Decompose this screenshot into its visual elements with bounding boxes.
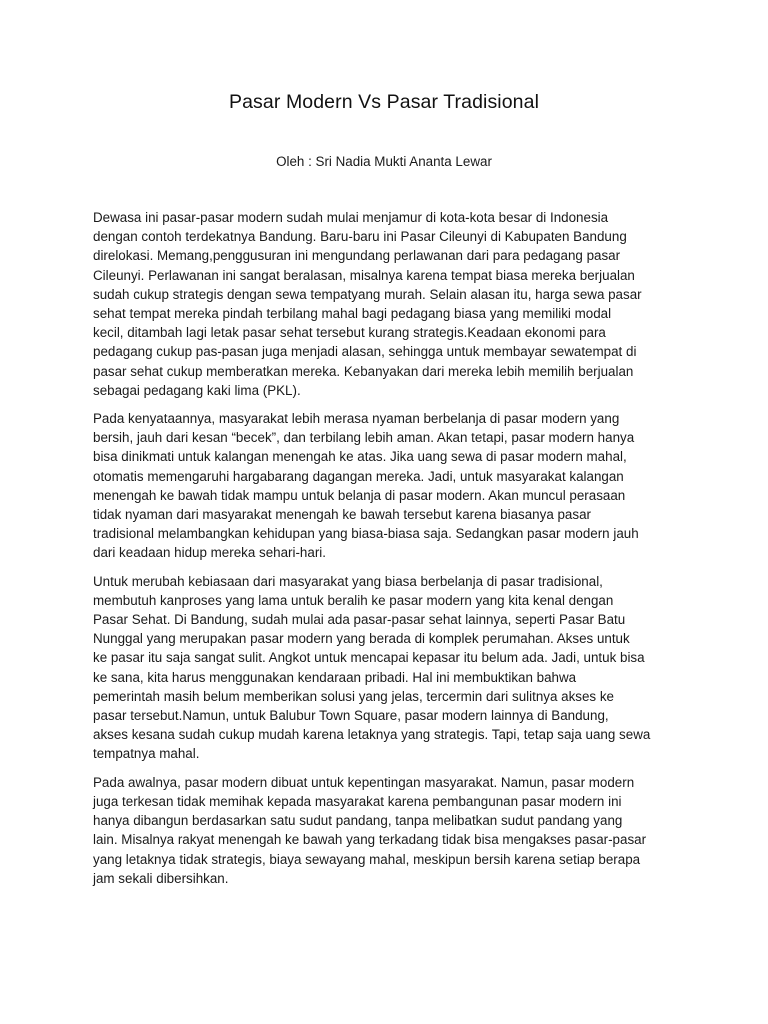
text-line: Pada kenyataannya, masyarakat lebih merasa nyaman berbelanja di pasar modern yang [93, 411, 620, 427]
paragraph-4 [93, 773, 675, 888]
text-line: lain. Misalnya rakyat menengah ke bawah yang terkadang tidak bisa mengakses pasar-pasar [93, 832, 647, 848]
text-line: dari keadaan hidup mereka sehari-hari. [93, 545, 326, 561]
document-body [93, 208, 675, 897]
text-line: pedagang cukup pas-pasan juga menjadi alasan, sehingga untuk membayar sewatempat di [93, 344, 637, 360]
text-line: sehat tempat mereka pindah terbilang mahal bagi pedagang biasa yang memiliki modal [93, 306, 612, 322]
text-line: otomatis memengaruhi hargabarang dagangan mereka. Jadi, untuk masyarakat kalangan [93, 468, 624, 484]
text-line: pemerintah masih belum memberikan solusi yang jelas, tercermin dari sulitnya akses ke [93, 688, 614, 704]
paragraph-3 [93, 572, 675, 764]
paragraph-2 [93, 409, 675, 563]
text-line: Nunggal yang merupakan pasar modern yang berada di komplek perumahan. Akses untuk [93, 631, 630, 647]
text-line: tradisional melambangkan kehidupan yang biasa-biasa saja. Sedangkan pasar modern jauh [93, 526, 639, 542]
text-line: Dewasa ini pasar-pasar modern sudah mulai menjamur di kota-kota besar di Indonesia [93, 210, 609, 225]
text-line: hanya dibangun berdasarkan satu sudut pandang, tanpa melibatkan sudut pandang yang [93, 813, 623, 829]
text-line: juga terkesan tidak memihak kepada masyarakat karena pembangunan pasar modern ini [93, 793, 622, 809]
text-line: pasar sehat cukup memberatkan mereka. Kebanyakan dari mereka lebih memilih berjualan [93, 363, 634, 379]
text-line: kecil, ditambah lagi letak pasar sehat tersebut kurang strategis.Keadaan ekonomi para [93, 325, 606, 341]
text-line: jam sekali dibersihkan. [93, 870, 229, 886]
text-line: yang letaknya tidak strategis, biaya sewayang mahal, meskipun bersih karena setiap berapa [93, 851, 641, 867]
text-line: bersih, jauh dari kesan “becek”, dan terbilang lebih aman. Akan tetapi, pasar modern hanya [93, 430, 635, 446]
text-line: ke pasar itu saja sangat sulit. Angkot untuk mencapai kepasar itu belum ada. Jadi, untuk bisa [93, 650, 645, 666]
text-line: sebagai pedagang kaki lima (PKL). [93, 382, 301, 398]
document-title: Pasar Modern Vs Pasar Tradisional [228, 91, 540, 113]
text-line: membutuh kanproses yang lama untuk beralih ke pasar modern yang kita kenal dengan [93, 592, 614, 608]
text-line: dengan contoh terdekatnya Bandung. Baru-baru ini Pasar Cileunyi di Kabupaten Bandung [93, 229, 627, 245]
text-line: Untuk merubah kebiasaan dari masyarakat yang biasa berbelanja di pasar tradisional, [93, 573, 603, 589]
text-line: bisa dinikmati untuk kalangan menengah ke atas. Jika uang sewa di pasar modern mahal, [93, 449, 627, 465]
text-line: menengah ke bawah tidak mampu untuk belanja di pasar modern. Akan muncul perasaan [93, 487, 626, 503]
text-line: Pasar Sehat. Di Bandung, sudah mulai ada pasar-pasar sehat lainnya, seperti Pasar Batu [93, 612, 626, 628]
text-line: Cileunyi. Perlawanan ini sangat beralasan, misalnya karena tempat biasa mereka berjualan [93, 267, 635, 283]
text-line: pasar tersebut.Namun, untuk Balubur Town Square, pasar modern lainnya di Bandung, [93, 708, 609, 724]
text-line: akses kesana sudah cukup mudah karena letaknya yang strategis. Tapi, tetap saja uang sewa [93, 727, 651, 743]
paragraph-1 [93, 208, 675, 400]
author-line: Oleh : Sri Nadia Mukti Ananta Lewar [276, 154, 492, 169]
text-line: direlokasi. Memang,penggusuran ini mengundang perlawanan dari para pedagang pasar [93, 248, 621, 264]
text-line: sudah cukup strategis dengan sewa tempatyang murah. Selain alasan itu, harga sewa pasar [93, 286, 642, 302]
text-line: Pada awalnya, pasar modern dibuat untuk kepentingan masyarakat. Namun, pasar modern [93, 774, 635, 790]
text-line: tidak nyaman dari masyarakat menengah ke bawah tersebut karena biasanya pasar [93, 507, 591, 523]
text-line: ke sana, kita harus menggunakan kendaraan pribadi. Hal ini membuktikan bahwa [93, 669, 577, 685]
text-line: tempatnya mahal. [93, 746, 200, 762]
